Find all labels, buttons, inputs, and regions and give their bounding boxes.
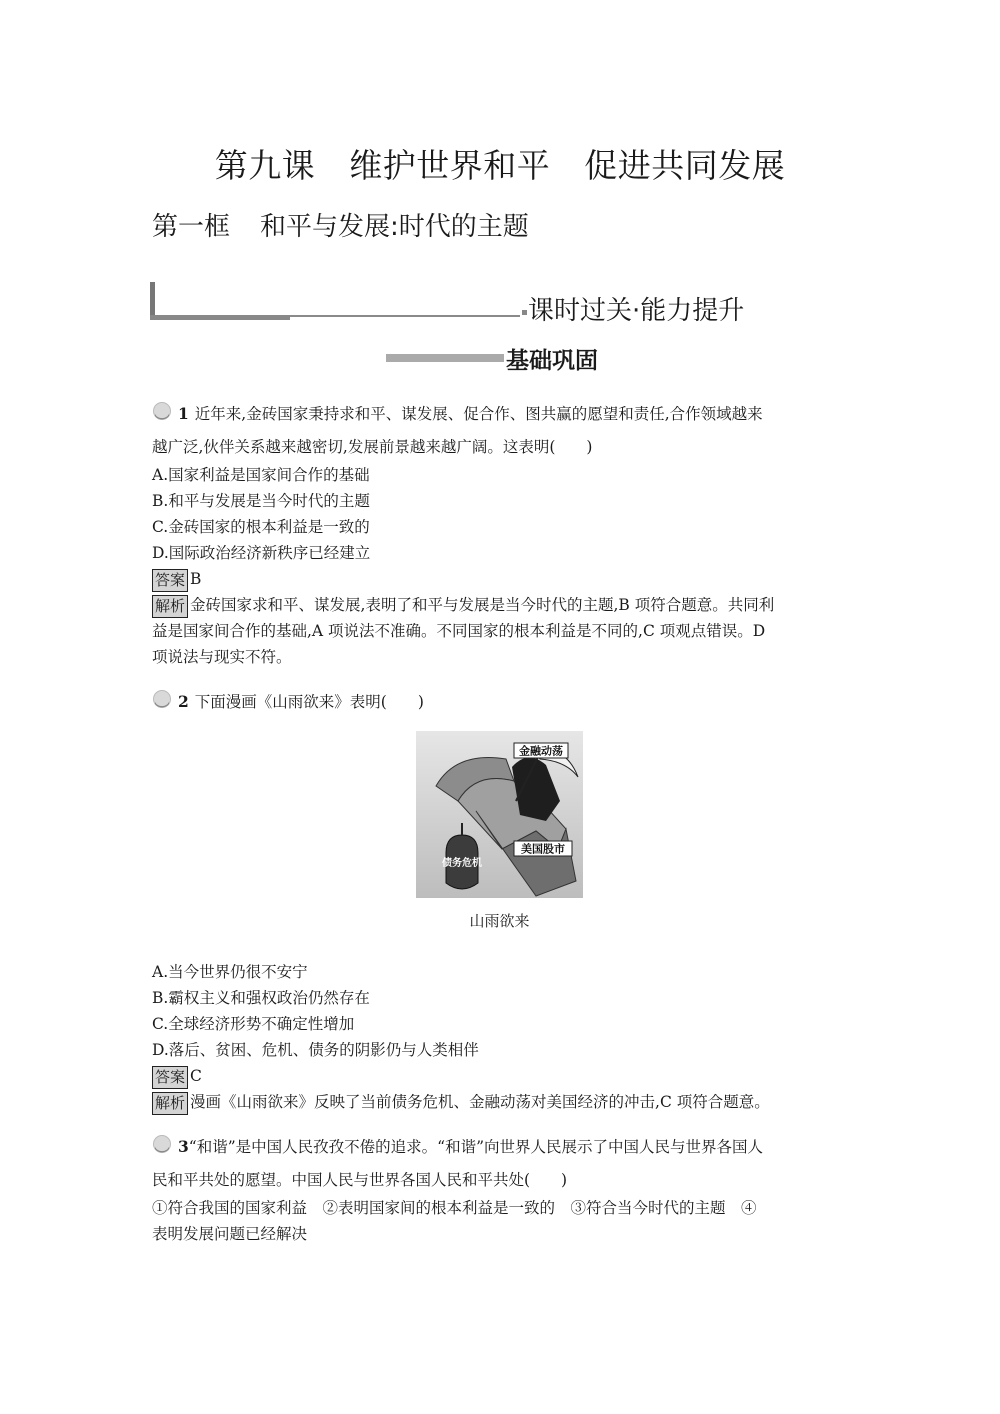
stem-line: 下面漫画《山雨欲来》表明( ) bbox=[194, 693, 424, 711]
cartoon-label-debt-1: 债务危机 bbox=[442, 858, 482, 869]
option-c: C.全球经济形势不确定性增加 bbox=[152, 1015, 355, 1033]
banner-rule bbox=[150, 315, 290, 320]
stem-line: 民和平共处的愿望。中国人民与世界各国人民和平共处( ) bbox=[152, 1171, 568, 1189]
statement-line: 表明发展问题已经解决 bbox=[152, 1225, 308, 1243]
analysis-text: 金砖国家求和平、谋发展,表明了和平与发展是当今时代的主题,B 项符合题意。共同利 bbox=[190, 596, 775, 614]
question-2-options bbox=[152, 959, 852, 1115]
answer-value: C bbox=[190, 1067, 202, 1085]
section-banner bbox=[150, 282, 830, 328]
section-title bbox=[152, 206, 529, 243]
question-1 bbox=[152, 396, 852, 670]
lesson-title-part: 促进共同发展 bbox=[584, 146, 786, 185]
analysis-line bbox=[152, 1089, 852, 1115]
lesson-number: 第九课 bbox=[214, 146, 316, 185]
section-number: 第一框 bbox=[152, 212, 231, 242]
question-3 bbox=[152, 1129, 852, 1247]
question-number: 3 bbox=[178, 1137, 189, 1156]
option-d: D.落后、贫困、危机、债务的阴影仍与人类相伴 bbox=[152, 1041, 479, 1059]
question-number: 2 bbox=[178, 692, 189, 711]
question-number: 1 bbox=[178, 404, 189, 423]
option-c: C.金砖国家的根本利益是一致的 bbox=[152, 518, 370, 536]
analysis-text: 项说法与现实不符。 bbox=[152, 648, 292, 666]
answer-line bbox=[152, 1063, 852, 1089]
subhead-label: 基础巩固 bbox=[506, 348, 598, 374]
analysis-line bbox=[152, 592, 852, 618]
question-bullet-icon bbox=[152, 1134, 172, 1154]
answer-line bbox=[152, 566, 852, 592]
option-a: A.当今世界仍很不安宁 bbox=[152, 963, 308, 981]
stem-line: “和谐”是中国人民孜孜不倦的追求。“和谐”向世界人民展示了中国人民与世界各国人 bbox=[188, 1138, 763, 1156]
answer-tag: 答案 bbox=[152, 569, 188, 592]
cartoon-caption: 山雨欲来 bbox=[469, 912, 530, 930]
question-bullet-icon bbox=[152, 401, 172, 421]
answer-tag: 答案 bbox=[152, 1066, 188, 1089]
banner-label: 课时过关·能力提升 bbox=[528, 296, 745, 326]
option-b: B.霸权主义和强权政治仍然存在 bbox=[152, 989, 370, 1007]
section-title-text: 和平与发展:时代的主题 bbox=[260, 212, 529, 242]
lesson-title bbox=[0, 140, 1000, 187]
answer-value: B bbox=[190, 570, 202, 588]
analysis-tag: 解析 bbox=[152, 595, 188, 618]
analysis-text: 益是国家间合作的基础,A 项说法不准确。不同国家的根本利益是不同的,C 项观点错误。D bbox=[152, 622, 766, 640]
cartoon-label-stock: 美国股市 bbox=[521, 842, 565, 856]
question-stem bbox=[152, 396, 852, 432]
statement-line: ①符合我国的国家利益 ②表明国家间的根本利益是一致的 ③符合当今时代的主题 ④ bbox=[152, 1199, 757, 1217]
option-b: B.和平与发展是当今时代的主题 bbox=[152, 492, 370, 510]
stem-line: 越广泛,伙伴关系越来越密切,发展前景越来越广阔。这表明( ) bbox=[152, 438, 593, 456]
analysis-tag: 解析 bbox=[152, 1092, 188, 1115]
question-2 bbox=[152, 684, 852, 720]
question-stem bbox=[152, 1129, 852, 1165]
cartoon-label-financial: 金融动荡 bbox=[519, 744, 563, 758]
analysis-text: 漫画《山雨欲来》反映了当前债务危机、金融动荡对美国经济的冲击,C 项符合题意。 bbox=[190, 1093, 770, 1111]
option-a: A.国家利益是国家间合作的基础 bbox=[152, 466, 370, 484]
subhead-bar bbox=[386, 354, 504, 362]
question-bullet-icon bbox=[152, 689, 172, 709]
option-d: D.国际政治经济新秩序已经建立 bbox=[152, 544, 371, 562]
question-stem bbox=[152, 684, 852, 720]
banner-dot bbox=[522, 310, 527, 315]
lesson-title-part: 维护世界和平 bbox=[349, 146, 551, 185]
cartoon-image bbox=[416, 731, 583, 898]
stem-line: 近年来,金砖国家秉持求和平、谋发展、促合作、图共赢的愿望和责任,合作领域越来 bbox=[194, 405, 763, 423]
